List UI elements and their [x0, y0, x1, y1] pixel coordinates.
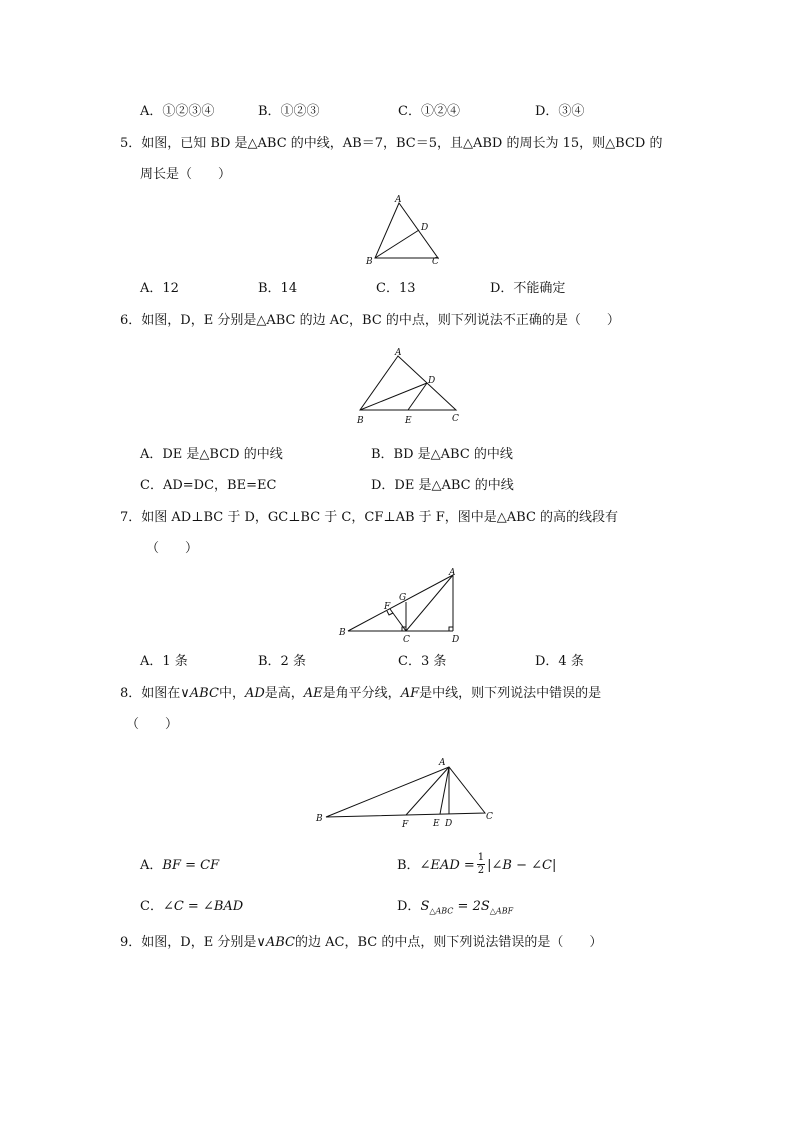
- q8-label-b: B: [316, 814, 323, 824]
- q8-option-d-sub2: △ABF: [489, 906, 514, 916]
- q8-option-a-expression: BF = CF: [162, 858, 220, 873]
- q8-af-symbol: AF: [400, 686, 420, 701]
- q7-label-b: B: [339, 628, 346, 638]
- q7-question-line2: （ ）: [146, 541, 199, 556]
- q8-label-c: C: [486, 812, 493, 822]
- q8-ae-symbol: AE: [303, 686, 323, 701]
- q7-option-c: C．3 条: [398, 654, 447, 669]
- q8-option-d-sub1: △ABC: [429, 906, 454, 916]
- q8-option-c: [140, 899, 243, 915]
- q8-triangle-figure: [314, 757, 504, 829]
- q8-af-text: 是中线，则下列说法中错误的是: [419, 686, 602, 701]
- q5-label-d: D: [421, 223, 429, 233]
- q5-question-line1: 5．如图，已知 BD 是△ABC 的中线，AB＝7，BC＝5，且△ABD 的周长为 15，则△BCD 的: [120, 136, 663, 151]
- q5-option-b: B．14: [258, 281, 298, 296]
- q8-text-prefix: 8．如图在: [120, 686, 181, 701]
- q6-option-d: D．DE 是△ABC 的中线: [371, 478, 514, 493]
- q8-bisector-ae: [440, 767, 449, 814]
- q7-option-a: A．1 条: [140, 654, 188, 669]
- q8-option-b-right: |∠B − ∠C|: [487, 858, 557, 873]
- q8-label-e: E: [433, 819, 440, 829]
- q9-text-post: 的边 AC，BC 的中点，则下列说法错误的是（ ）: [294, 935, 603, 950]
- q6-triangle-figure: [355, 346, 465, 428]
- q6-triangle-abc: [360, 356, 456, 410]
- q8-label-a: A: [439, 758, 446, 768]
- q8-ad-text: 是高，: [264, 686, 304, 701]
- q8-option-c-expression: ∠C = ∠BAD: [162, 899, 244, 914]
- q8-ae-text: 是角平分线，: [322, 686, 401, 701]
- q8-option-a: [140, 858, 219, 874]
- q4-option-c: C．①②④: [398, 104, 460, 119]
- q6-label-e: E: [405, 416, 412, 426]
- q7-label-f: F: [384, 602, 391, 612]
- q8-option-d-s1: S: [420, 899, 430, 914]
- q6-label-d: D: [428, 376, 436, 386]
- q6-label-b: B: [357, 416, 364, 426]
- q6-label-a: A: [395, 348, 402, 358]
- q9-triangle-symbol: ∨ABC: [256, 935, 295, 950]
- q5-triangle-abc: [375, 203, 438, 258]
- q6-question-line1: 6．如图，D，E 分别是△ABC 的边 AC，BC 的中点，则下列说法不正确的是（ ）: [120, 313, 620, 328]
- q8-label-d: D: [445, 819, 453, 829]
- q7-label-d: D: [452, 635, 460, 645]
- q9-text-prefix: 9．如图，D，E 分别是: [120, 935, 257, 950]
- q5-label-b: B: [366, 257, 373, 267]
- q8-ad-symbol: AD: [244, 686, 265, 701]
- q8-option-b-denominator: 2: [477, 865, 485, 876]
- q8-option-b-numerator: 1: [477, 852, 485, 863]
- q8-option-c-prefix: C．: [140, 899, 163, 914]
- q8-option-d-prefix: D．: [397, 899, 421, 914]
- q7-question-line1: 7．如图 AD⊥BC 于 D，GC⊥BC 于 C，CF⊥AB 于 F，图中是△ABC 的高的线段有: [120, 510, 619, 525]
- q5-label-c: C: [432, 257, 439, 267]
- q9-question-line1: [120, 935, 602, 951]
- q8-question-line1: [120, 686, 601, 702]
- q7-triangle-figure: [336, 566, 466, 646]
- q4-option-d: D．③④: [535, 104, 585, 119]
- q5-option-d: D．不能确定: [490, 281, 566, 296]
- q5-option-c: C．13: [376, 281, 416, 296]
- q4-option-b: B．①②③: [258, 104, 320, 119]
- q8-question-line2: （ ）: [126, 717, 179, 732]
- q6-option-c: C．AD=DC，BE=EC: [140, 478, 277, 493]
- q8-option-d: [397, 899, 513, 920]
- q8-option-a-prefix: A．: [140, 858, 163, 873]
- q8-option-b: [397, 852, 556, 880]
- q4-option-a: A．①②③④: [140, 104, 215, 119]
- q7-right-angle-d: [449, 627, 453, 631]
- q5-triangle-figure: [365, 196, 445, 266]
- q8-option-d-mid: = 2S: [453, 899, 490, 914]
- q8-option-b-left: ∠EAD =: [419, 858, 475, 873]
- q7-option-d: D．4 条: [535, 654, 584, 669]
- q8-triangle-abc: [326, 767, 485, 817]
- q7-label-c: C: [403, 635, 410, 645]
- q5-option-a: A．12: [140, 281, 179, 296]
- q8-text-mid: 中，: [218, 686, 245, 701]
- q6-option-a: A．DE 是△BCD 的中线: [140, 447, 283, 462]
- q6-label-c: C: [452, 414, 459, 424]
- q8-label-f: F: [402, 820, 409, 830]
- q7-label-g: G: [399, 593, 407, 603]
- q6-option-b: B．BD 是△ABC 的中线: [371, 447, 513, 462]
- q7-label-a: A: [449, 568, 456, 578]
- q7-option-b: B．2 条: [258, 654, 306, 669]
- q5-label-a: A: [395, 195, 402, 205]
- q8-option-b-prefix: B．: [397, 858, 420, 873]
- q7-segment-cf: [390, 609, 406, 631]
- q8-triangle-symbol: ∨ABC: [180, 686, 219, 701]
- q8-median-af: [406, 767, 449, 815]
- q5-question-line2: 周长是（ ）: [140, 167, 232, 182]
- q8-option-b-fraction: [477, 852, 485, 877]
